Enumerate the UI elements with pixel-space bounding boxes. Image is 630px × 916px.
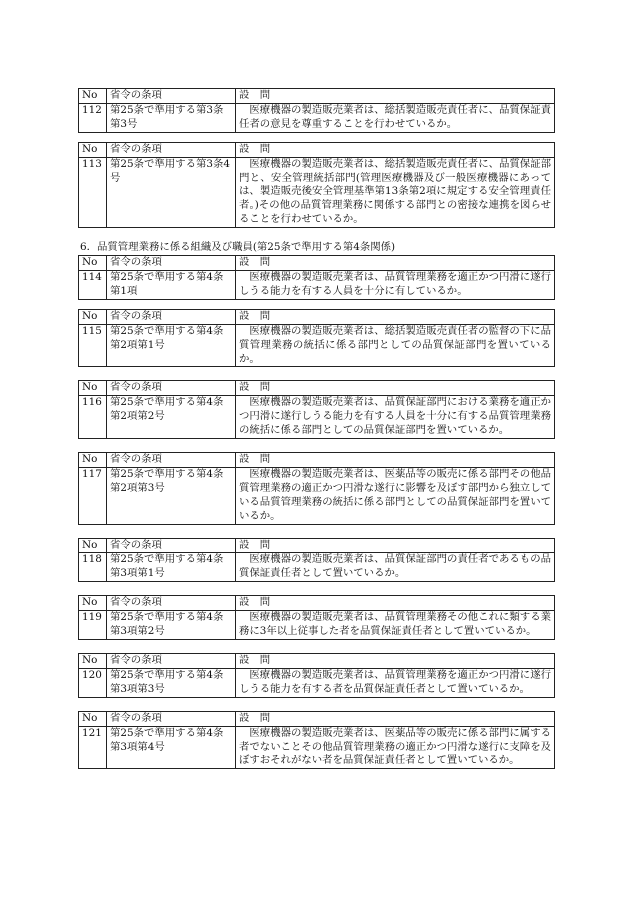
header-question: 設 問 xyxy=(236,381,555,396)
row-article: 第25条で準用する第4条第3項第4号 xyxy=(107,726,236,769)
row-question: 医療機器の製造販売業者は、医薬品等の販売に係る部門その他品質管理業務の適正かつ円滑な遂行に影響を及ぼす部門から独立している品質管理業務の統括に係る部門としての品質保証部門を置いているか。 xyxy=(236,467,555,524)
header-article: 省令の条項 xyxy=(107,453,236,468)
table-row xyxy=(79,270,555,299)
question-table-116 xyxy=(78,380,555,439)
row-no: 115 xyxy=(79,324,107,367)
table-row xyxy=(79,103,555,132)
row-article: 第25条で準用する第4条第2項第1号 xyxy=(107,324,236,367)
header-question: 設 問 xyxy=(236,654,555,669)
row-no: 121 xyxy=(79,726,107,769)
question-table-121 xyxy=(78,711,555,770)
table-row xyxy=(79,668,555,697)
row-question: 医療機器の製造販売業者は、品質管理業務を適正かつ円滑に遂行しうる能力を有する人員を十分に有しているか。 xyxy=(236,270,555,299)
table-header-row xyxy=(79,453,555,468)
header-article: 省令の条項 xyxy=(107,142,236,157)
row-no: 114 xyxy=(79,270,107,299)
header-article: 省令の条項 xyxy=(107,89,236,104)
header-article: 省令の条項 xyxy=(107,596,236,611)
question-table-115 xyxy=(78,309,555,368)
section-title: 6．品質管理業務に係る組織及び職員(第25条で準用する第4条関係) xyxy=(80,241,396,254)
header-question: 設 問 xyxy=(236,596,555,611)
header-question: 設 問 xyxy=(236,309,555,324)
row-article: 第25条で準用する第3条4号 xyxy=(107,157,236,228)
header-article: 省令の条項 xyxy=(107,381,236,396)
row-article: 第25条で準用する第4条第2項第2号 xyxy=(107,396,236,439)
table-header-row xyxy=(79,89,555,104)
row-no: 117 xyxy=(79,467,107,524)
row-no: 113 xyxy=(79,157,107,228)
header-no: No xyxy=(79,596,107,611)
row-article: 第25条で準用する第4条第2項第3号 xyxy=(107,467,236,524)
question-table-113 xyxy=(78,142,555,228)
header-no: No xyxy=(79,453,107,468)
header-article: 省令の条項 xyxy=(107,711,236,726)
question-table-112 xyxy=(78,88,555,133)
header-no: No xyxy=(79,256,107,271)
header-article: 省令の条項 xyxy=(107,309,236,324)
row-question: 医療機器の製造販売業者は、医薬品等の販売に係る部門に属する者でないことその他品質管理業務の適正かつ円滑な遂行に支障を及ぼすおそれがない者を品質保証責任者として置いているか。 xyxy=(236,726,555,769)
row-article: 第25条で準用する第4条第3項第1号 xyxy=(107,553,236,582)
header-question: 設 問 xyxy=(236,256,555,271)
document-page xyxy=(78,88,554,769)
row-question: 医療機器の製造販売業者は、総括製造販売責任者の監督の下に品質管理業務の統括に係る部門としての品質保証部門を置いているか。 xyxy=(236,324,555,367)
row-question: 医療機器の製造販売業者は、総括製造販売責任者に、品質保証部門と、安全管理統括部門(管理医療機器及び一般医療機器にあっては、製造販売後安全管理基準第13条第2項に規定する安全管理責任者。)その他の品質管理業務に関係する部門との密接な連携を図らせることを行わせているか。 xyxy=(236,157,555,228)
table-header-row xyxy=(79,381,555,396)
question-table-118 xyxy=(78,538,555,583)
header-question: 設 問 xyxy=(236,142,555,157)
table-header-row xyxy=(79,256,555,271)
header-article: 省令の条項 xyxy=(107,256,236,271)
table-header-row xyxy=(79,654,555,669)
header-no: No xyxy=(79,309,107,324)
header-question: 設 問 xyxy=(236,453,555,468)
question-table-119 xyxy=(78,595,555,640)
header-no: No xyxy=(79,711,107,726)
table-row xyxy=(79,324,555,367)
row-article: 第25条で準用する第4条第1項 xyxy=(107,270,236,299)
row-no: 120 xyxy=(79,668,107,697)
row-article: 第25条で準用する第4条第3項第2号 xyxy=(107,611,236,640)
header-no: No xyxy=(79,654,107,669)
header-article: 省令の条項 xyxy=(107,654,236,669)
header-question: 設 問 xyxy=(236,538,555,553)
row-no: 118 xyxy=(79,553,107,582)
header-article: 省令の条項 xyxy=(107,538,236,553)
table-row xyxy=(79,726,555,769)
table-row xyxy=(79,611,555,640)
header-question: 設 問 xyxy=(236,89,555,104)
row-no: 116 xyxy=(79,396,107,439)
row-question: 医療機器の製造販売業者は、品質保証部門の責任者であるもの品質保証責任者として置いているか。 xyxy=(236,553,555,582)
row-question: 医療機器の製造販売業者は、品質保証部門における業務を適正かつ円滑に遂行しうる能力を有する人員を十分に有する品質管理業務の統括に係る部門としての品質保証部門を置いているか。 xyxy=(236,396,555,439)
table-header-row xyxy=(79,538,555,553)
row-question: 医療機器の製造販売業者は、総括製造販売責任者に、品質保証責任者の意見を尊重することを行わせているか。 xyxy=(236,103,555,132)
header-no: No xyxy=(79,89,107,104)
header-no: No xyxy=(79,538,107,553)
question-table-117 xyxy=(78,452,555,525)
table-row xyxy=(79,157,555,228)
table-row xyxy=(79,396,555,439)
table-header-row xyxy=(79,711,555,726)
row-question: 医療機器の製造販売業者は、品質管理業務を適正かつ円滑に遂行しうる能力を有する者を品質保証責任者として置いているか。 xyxy=(236,668,555,697)
table-header-row xyxy=(79,142,555,157)
header-question: 設 問 xyxy=(236,711,555,726)
row-no: 112 xyxy=(79,103,107,132)
table-header-row xyxy=(79,596,555,611)
table-row xyxy=(79,467,555,524)
row-no: 119 xyxy=(79,611,107,640)
question-table-114 xyxy=(78,255,555,300)
header-no: No xyxy=(79,142,107,157)
table-header-row xyxy=(79,309,555,324)
row-article: 第25条で準用する第4条第3項第3号 xyxy=(107,668,236,697)
header-no: No xyxy=(79,381,107,396)
question-table-120 xyxy=(78,653,555,698)
table-row xyxy=(79,553,555,582)
row-question: 医療機器の製造販売業者は、品質管理業務その他これに類する業務に3年以上従事した者を品質保証責任者として置いているか。 xyxy=(236,611,555,640)
row-article: 第25条で準用する第3条第3号 xyxy=(107,103,236,132)
